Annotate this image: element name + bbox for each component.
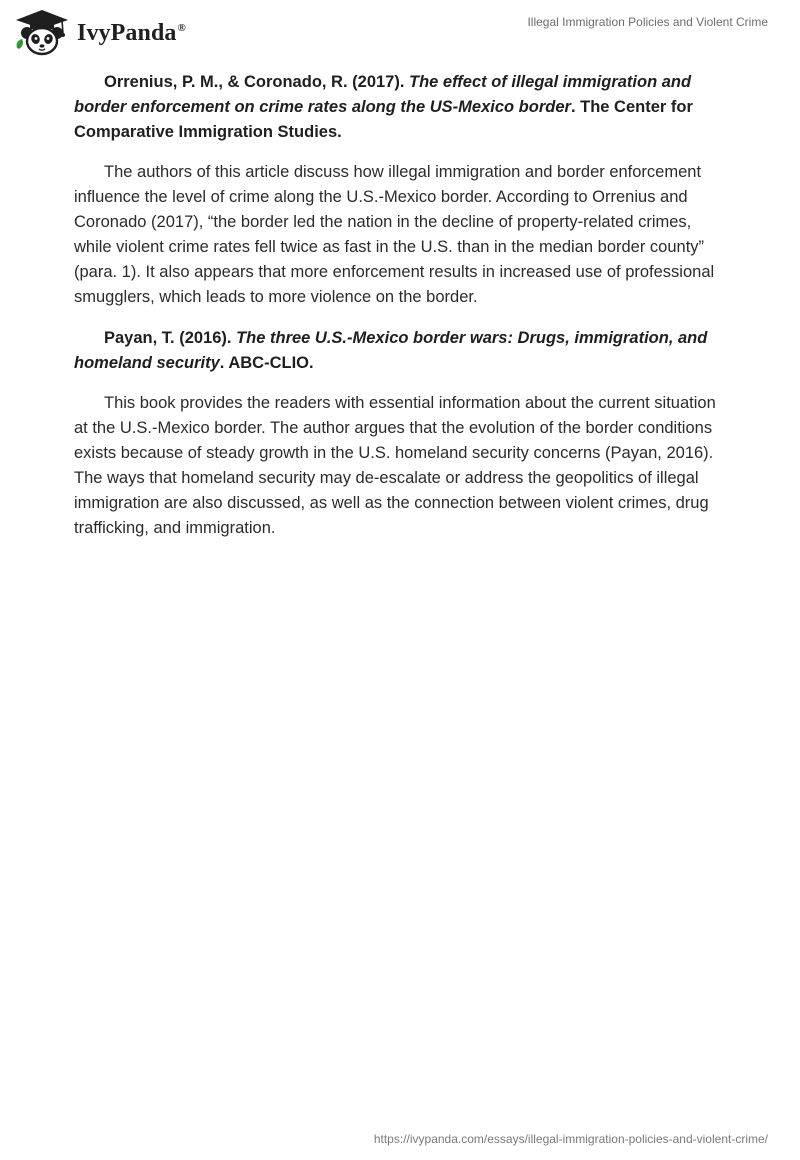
running-title: Illegal Immigration Policies and Violent Crime [527, 15, 768, 29]
reference-authors: Payan, T. (2016). [104, 329, 237, 347]
page-header [0, 0, 800, 60]
ivypanda-logo[interactable] [13, 8, 186, 56]
reference-publisher: . The Center for Comparative Immigration Studies. [74, 98, 693, 141]
reference-entry [74, 326, 726, 376]
reference-entry [74, 70, 726, 145]
reference-annotation: This book provides the readers with essential information about the current situation at the U.S.-Mexico border. The author argues that the evolution of the border conditions exists because of steady growth in the U.S. homeland security concerns (Payan, 2016). The ways that homeland security may de-escalate or address the geopolitics of illegal immigration are also discussed, as well as the connection between violent crimes, drug trafficking, and immigration. [74, 394, 716, 537]
panda-graduate-icon [13, 8, 71, 56]
registered-mark: ® [177, 21, 186, 34]
reference-title: The three U.S.-Mexico border wars: Drugs, immigration, and homeland security [74, 329, 708, 372]
reference-publisher: . ABC-CLIO. [219, 354, 314, 372]
essay-body [74, 70, 726, 557]
brand-name: IvyPanda® [77, 19, 186, 46]
reference-title: The effect of illegal immigration and border enforcement on crime rates along the US-Mexico border [74, 73, 692, 116]
source-url[interactable]: https://ivypanda.com/essays/illegal-immigration-policies-and-violent-crime/ [373, 1132, 768, 1146]
reference-annotation: The authors of this article discuss how illegal immigration and border enforcement influence the level of crime along the U.S.-Mexico border. According to Orrenius and Coronado (2017), “the border led the nation in the decline of property-related crimes, while violent crime rates fell twice as fast in the U.S. than in the median border county” (para. 1). It also appears that more enforcement results in increased use of professional smugglers, which leads to more violence on the border. [74, 163, 715, 306]
reference-authors: Orrenius, P. M., & Coronado, R. (2017). [104, 73, 410, 91]
